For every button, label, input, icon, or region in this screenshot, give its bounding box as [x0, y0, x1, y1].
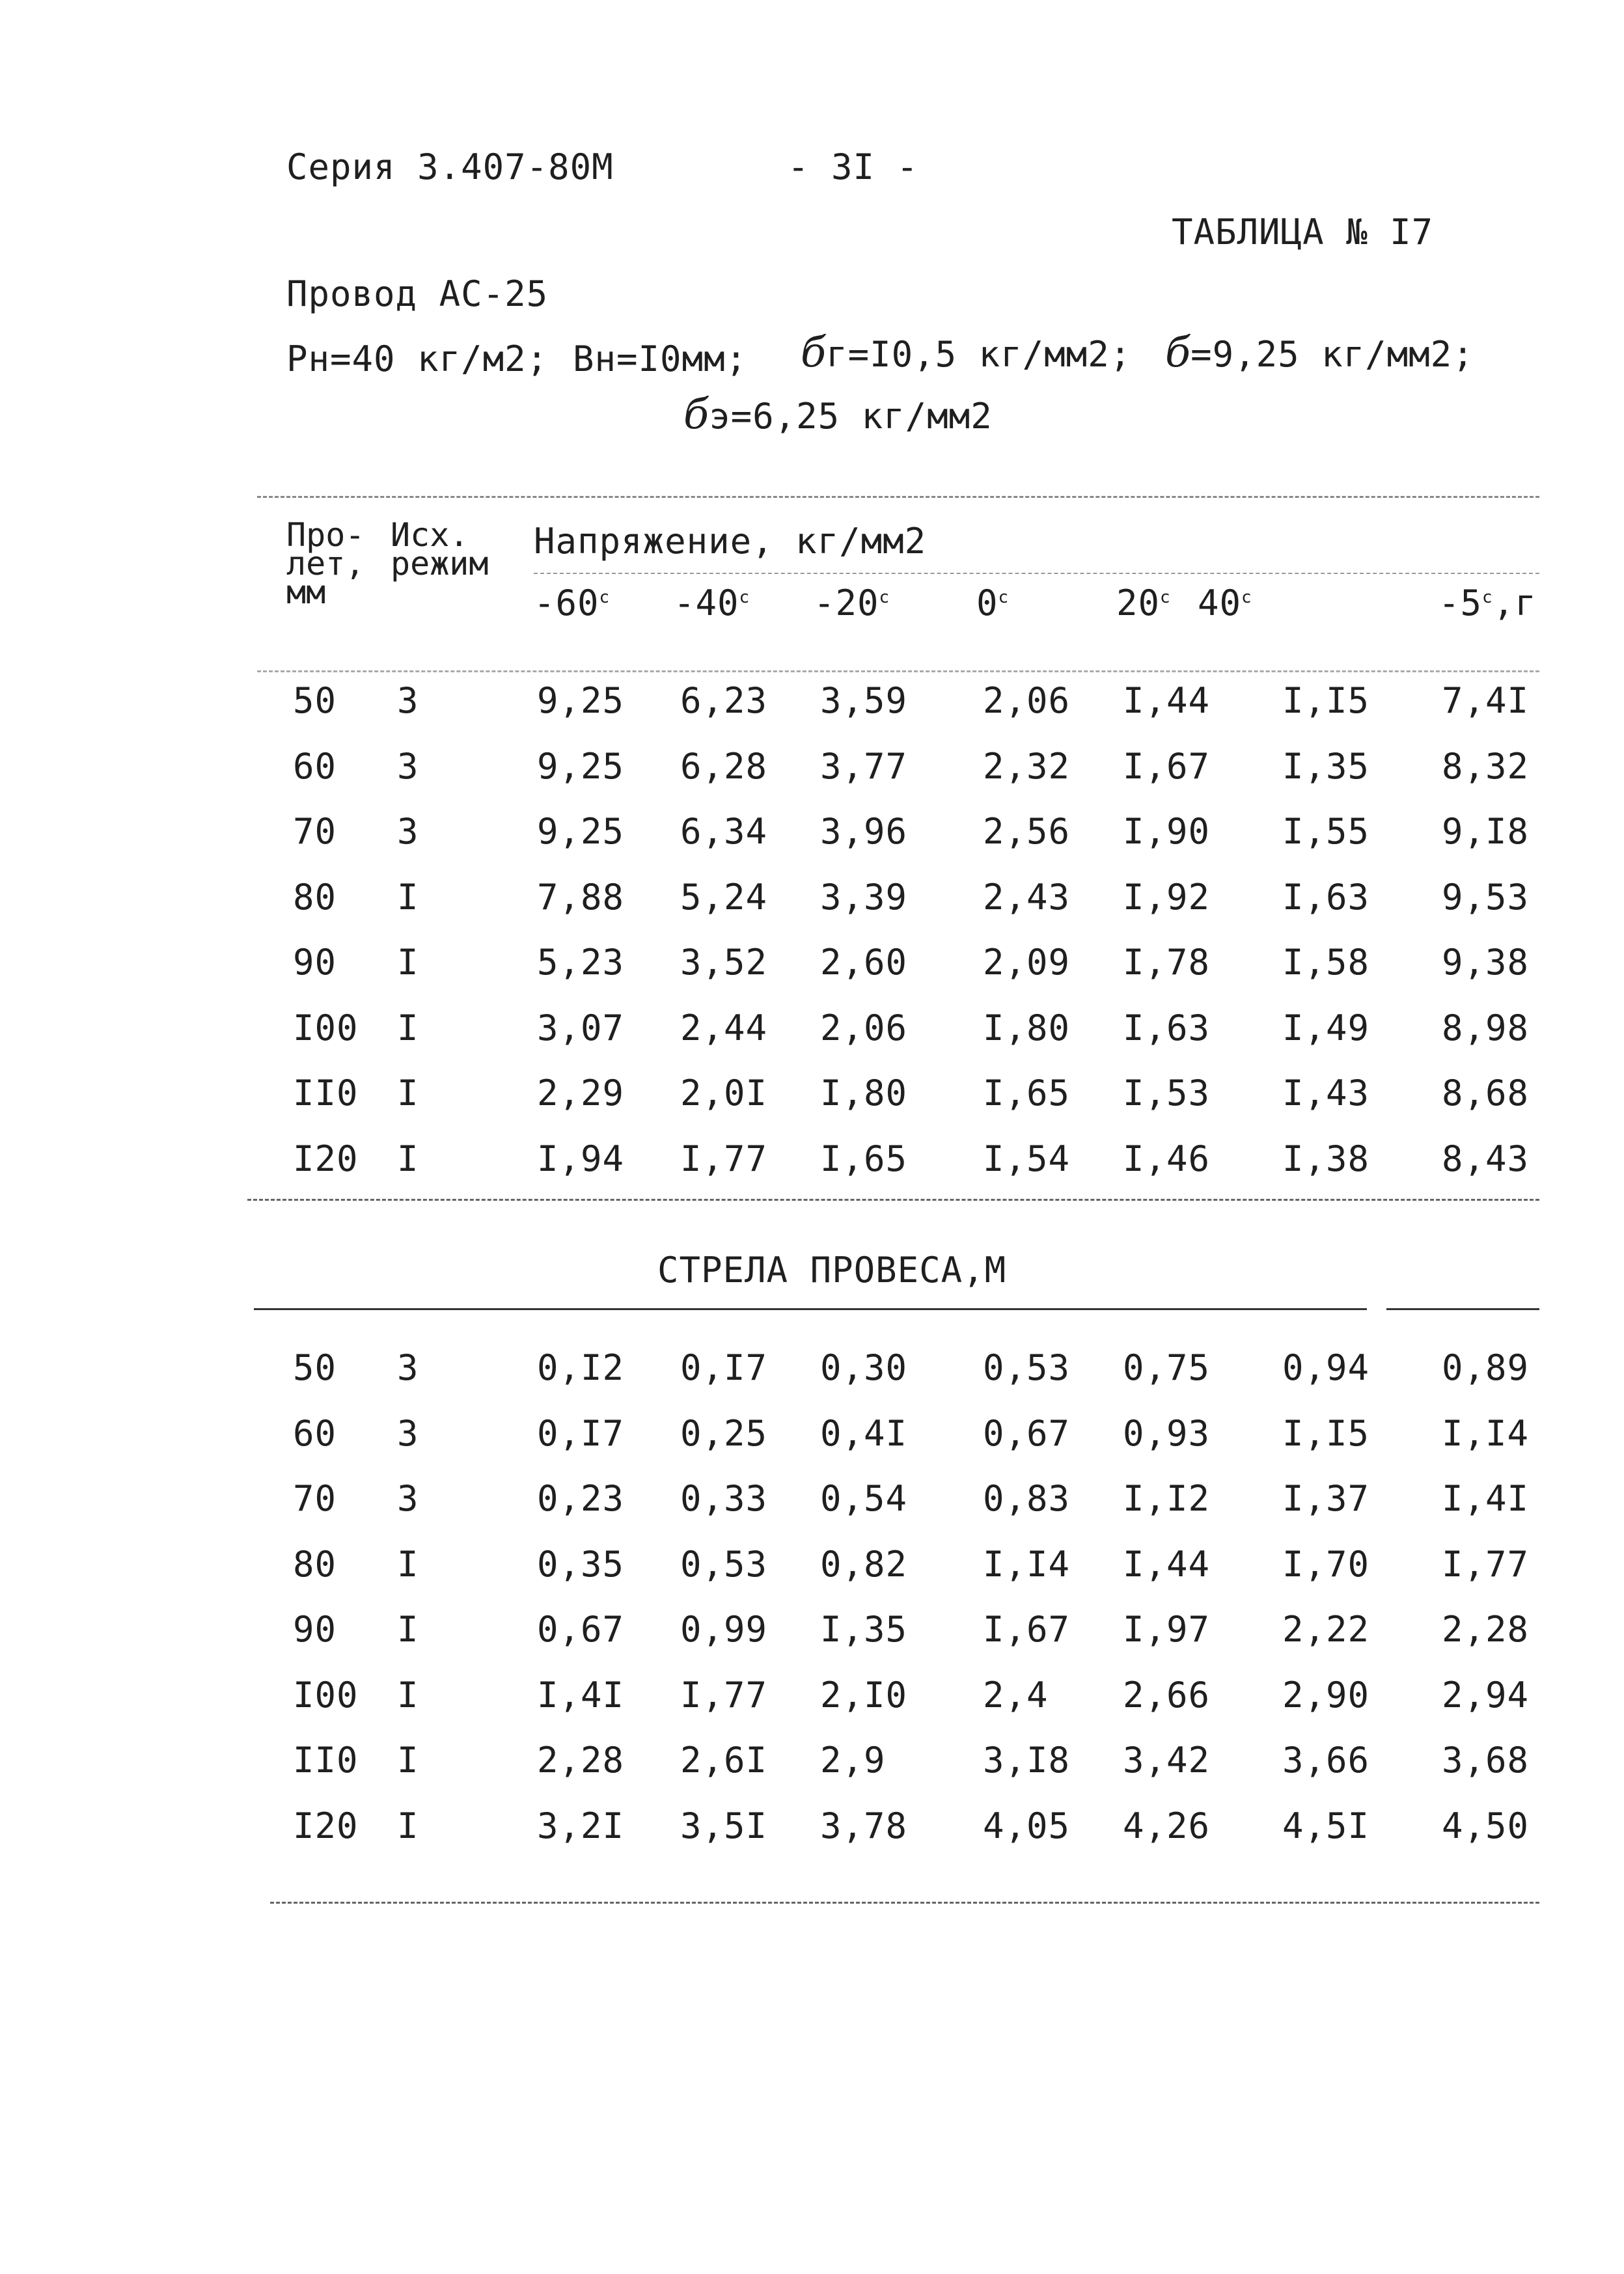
header-bottom-rule: [257, 670, 1539, 672]
value-cell: I,46: [1123, 1138, 1211, 1179]
value-cell: 2,60: [820, 942, 908, 983]
value-cell: I,77: [1442, 1543, 1530, 1585]
mode-cell: 3: [397, 1412, 419, 1454]
value-cell: I,58: [1282, 942, 1370, 983]
span-cell: 90: [293, 942, 337, 983]
span-cell: I00: [293, 1007, 359, 1048]
value-cell: I,63: [1123, 1007, 1211, 1048]
value-cell: 3,59: [820, 680, 908, 721]
value-cell: 8,32: [1442, 745, 1530, 787]
sigma-g-value: г=I0,5 кг/мм2;: [826, 334, 1132, 375]
value-cell: 0,67: [983, 1412, 1071, 1454]
value-cell: 2,22: [1282, 1609, 1370, 1650]
value-cell: 0,53: [680, 1543, 768, 1585]
value-cell: I,77: [680, 1674, 768, 1716]
span-header-line: лет,: [286, 545, 365, 582]
value-cell: 2,44: [680, 1007, 768, 1048]
value-cell: 3,I8: [983, 1740, 1071, 1781]
value-cell: I,4I: [1442, 1478, 1530, 1519]
value-cell: I,78: [1123, 942, 1211, 983]
wire-label: Провод АС-25: [286, 273, 549, 314]
value-cell: I,80: [983, 1007, 1071, 1048]
value-cell: 6,28: [680, 745, 768, 787]
temp-header-3: -20$^c$: [814, 582, 890, 623]
value-cell: I,67: [983, 1609, 1071, 1650]
value-cell: 0,I2: [537, 1347, 625, 1388]
value-cell: 0,75: [1123, 1347, 1211, 1388]
value-cell: 0,30: [820, 1347, 908, 1388]
value-cell: I,55: [1282, 811, 1370, 852]
value-cell: 7,88: [537, 876, 625, 918]
value-cell: I,43: [1282, 1073, 1370, 1114]
table-label: ТАБЛИЦА № I7: [1172, 212, 1434, 253]
value-cell: I,80: [820, 1073, 908, 1114]
mode-cell: I: [397, 1073, 419, 1114]
span-cell: I00: [293, 1674, 359, 1716]
value-cell: 4,05: [983, 1805, 1071, 1846]
value-cell: 3,39: [820, 876, 908, 918]
value-cell: I,I5: [1282, 680, 1370, 721]
page-number: - 3I -: [788, 146, 919, 187]
value-cell: 2,28: [537, 1740, 625, 1781]
mode-cell: I: [397, 1609, 419, 1650]
value-cell: 2,I0: [820, 1674, 908, 1716]
value-cell: I,I4: [1442, 1412, 1530, 1454]
value-cell: 8,68: [1442, 1073, 1530, 1114]
value-cell: 0,33: [680, 1478, 768, 1519]
value-cell: I,35: [1282, 745, 1370, 787]
value-cell: 8,43: [1442, 1138, 1530, 1179]
value-cell: 0,82: [820, 1543, 908, 1585]
value-cell: 2,29: [537, 1073, 625, 1114]
value-cell: 2,28: [1442, 1609, 1530, 1650]
value-cell: 9,53: [1442, 876, 1530, 918]
sigma-e-group: [683, 390, 993, 439]
value-cell: 0,54: [820, 1478, 908, 1519]
value-cell: 2,66: [1123, 1674, 1211, 1716]
mode-cell: I: [397, 1138, 419, 1179]
value-cell: 5,23: [537, 942, 625, 983]
mode-header-line: режим: [391, 545, 489, 582]
mode-cell: I: [397, 1007, 419, 1048]
sigma-symbol: б: [683, 390, 709, 439]
value-cell: 6,23: [680, 680, 768, 721]
value-cell: 3,68: [1442, 1740, 1530, 1781]
stress-bottom-rule: [247, 1199, 1539, 1201]
value-cell: I,44: [1123, 680, 1211, 721]
value-cell: 2,32: [983, 745, 1071, 787]
mode-header: [391, 516, 489, 582]
value-cell: 3,66: [1282, 1740, 1370, 1781]
value-cell: I,49: [1282, 1007, 1370, 1048]
value-cell: 4,5I: [1282, 1805, 1370, 1846]
value-cell: 0,89: [1442, 1347, 1530, 1388]
value-cell: 0,67: [537, 1609, 625, 1650]
mode-header-line: Исх.: [391, 516, 469, 554]
mode-cell: 3: [397, 1478, 419, 1519]
value-cell: 0,4I: [820, 1412, 908, 1454]
sigma-minus-group: [1165, 329, 1474, 377]
value-cell: I,37: [1282, 1478, 1370, 1519]
value-cell: I,I2: [1123, 1478, 1211, 1519]
mode-cell: I: [397, 1543, 419, 1585]
value-cell: I,4I: [537, 1674, 625, 1716]
mode-cell: I: [397, 942, 419, 983]
value-cell: 3,2I: [537, 1805, 625, 1846]
value-cell: 0,83: [983, 1478, 1071, 1519]
mode-cell: I: [397, 876, 419, 918]
value-cell: 9,25: [537, 811, 625, 852]
temp-header-6: 40$^c$: [1198, 582, 1252, 623]
stress-title: Напряжение, кг/мм2: [534, 521, 927, 562]
value-cell: 5,24: [680, 876, 768, 918]
span-header: [286, 516, 365, 611]
value-cell: I,35: [820, 1609, 908, 1650]
value-cell: I,54: [983, 1138, 1071, 1179]
span-header-line: мм: [286, 573, 326, 611]
temp-header-1: -60$^c$: [534, 582, 611, 623]
mode-cell: 3: [397, 1347, 419, 1388]
value-cell: 2,43: [983, 876, 1071, 918]
value-cell: I,92: [1123, 876, 1211, 918]
value-cell: 2,94: [1442, 1674, 1530, 1716]
value-cell: 0,53: [983, 1347, 1071, 1388]
value-cell: I,63: [1282, 876, 1370, 918]
sigma-e-value: э=6,25 кг/мм2: [709, 396, 993, 437]
value-cell: I,44: [1123, 1543, 1211, 1585]
span-cell: 50: [293, 1347, 337, 1388]
mode-cell: I: [397, 1740, 419, 1781]
value-cell: 0,94: [1282, 1347, 1370, 1388]
value-cell: I,67: [1123, 745, 1211, 787]
sigma-symbol: б: [801, 329, 827, 377]
ice-thickness: Вн=I0мм;: [573, 338, 748, 379]
value-cell: I,53: [1123, 1073, 1211, 1114]
value-cell: 9,I8: [1442, 811, 1530, 852]
value-cell: I,90: [1123, 811, 1211, 852]
mode-cell: I: [397, 1805, 419, 1846]
mode-cell: I: [397, 1674, 419, 1716]
span-cell: 80: [293, 876, 337, 918]
value-cell: 0,35: [537, 1543, 625, 1585]
span-cell: II0: [293, 1073, 359, 1114]
value-cell: 9,25: [537, 680, 625, 721]
value-cell: 2,9: [820, 1740, 886, 1781]
value-cell: 3,52: [680, 942, 768, 983]
value-cell: 3,07: [537, 1007, 625, 1048]
value-cell: 2,06: [820, 1007, 908, 1048]
sigma-minus-value: =9,25 кг/мм2;: [1190, 334, 1474, 375]
value-cell: 9,25: [537, 745, 625, 787]
value-cell: 0,25: [680, 1412, 768, 1454]
sag-title-rule-right: [1386, 1308, 1539, 1310]
span-cell: I20: [293, 1805, 359, 1846]
value-cell: 3,5I: [680, 1805, 768, 1846]
value-cell: I,I5: [1282, 1412, 1370, 1454]
temp-header-5: 20$^c$: [1116, 582, 1171, 623]
span-cell: 80: [293, 1543, 337, 1585]
value-cell: 2,06: [983, 680, 1071, 721]
value-cell: I,I4: [983, 1543, 1071, 1585]
value-cell: 9,38: [1442, 942, 1530, 983]
span-cell: I20: [293, 1138, 359, 1179]
span-cell: 50: [293, 680, 337, 721]
value-cell: 3,96: [820, 811, 908, 852]
sigma-g-group: [801, 329, 1131, 377]
sag-title-rule: [254, 1308, 1367, 1310]
value-cell: 2,09: [983, 942, 1071, 983]
value-cell: 0,99: [680, 1609, 768, 1650]
value-cell: 4,26: [1123, 1805, 1211, 1846]
value-cell: 2,0I: [680, 1073, 768, 1114]
table-bottom-rule: [270, 1902, 1539, 1904]
series-label: Серия 3.407-80М: [286, 146, 614, 187]
stress-sub-rule: [534, 573, 1539, 574]
value-cell: 2,56: [983, 811, 1071, 852]
value-cell: 2,4: [983, 1674, 1049, 1716]
mode-cell: 3: [397, 811, 419, 852]
span-cell: II0: [293, 1740, 359, 1781]
value-cell: 7,4I: [1442, 680, 1530, 721]
value-cell: 2,90: [1282, 1674, 1370, 1716]
value-cell: I,70: [1282, 1543, 1370, 1585]
sigma-symbol: б: [1165, 329, 1191, 377]
value-cell: 3,77: [820, 745, 908, 787]
span-cell: 60: [293, 1412, 337, 1454]
value-cell: I,65: [820, 1138, 908, 1179]
value-cell: I,77: [680, 1138, 768, 1179]
table-top-rule: [257, 496, 1539, 498]
value-cell: 0,93: [1123, 1412, 1211, 1454]
sag-title: СТРЕЛА ПРОВЕСА,М: [657, 1250, 1007, 1291]
span-header-line: Про-: [286, 516, 365, 554]
temp-header-4: 0$^c$: [976, 582, 1010, 623]
wind-pressure: Рн=40 кг/м2;: [286, 338, 549, 379]
value-cell: I,38: [1282, 1138, 1370, 1179]
temp-header-7: -5$^c$,г: [1438, 582, 1537, 623]
value-cell: 3,78: [820, 1805, 908, 1846]
value-cell: 0,23: [537, 1478, 625, 1519]
value-cell: 6,34: [680, 811, 768, 852]
span-cell: 90: [293, 1609, 337, 1650]
value-cell: I,65: [983, 1073, 1071, 1114]
value-cell: 3,42: [1123, 1740, 1211, 1781]
mode-cell: 3: [397, 745, 419, 787]
value-cell: 0,I7: [680, 1347, 768, 1388]
value-cell: I,94: [537, 1138, 625, 1179]
value-cell: 8,98: [1442, 1007, 1530, 1048]
value-cell: 4,50: [1442, 1805, 1530, 1846]
mode-cell: 3: [397, 680, 419, 721]
value-cell: I,97: [1123, 1609, 1211, 1650]
span-cell: 60: [293, 745, 337, 787]
value-cell: 2,6I: [680, 1740, 768, 1781]
temp-header-2: -40$^c$: [674, 582, 750, 623]
span-cell: 70: [293, 1478, 337, 1519]
value-cell: 0,I7: [537, 1412, 625, 1454]
span-cell: 70: [293, 811, 337, 852]
